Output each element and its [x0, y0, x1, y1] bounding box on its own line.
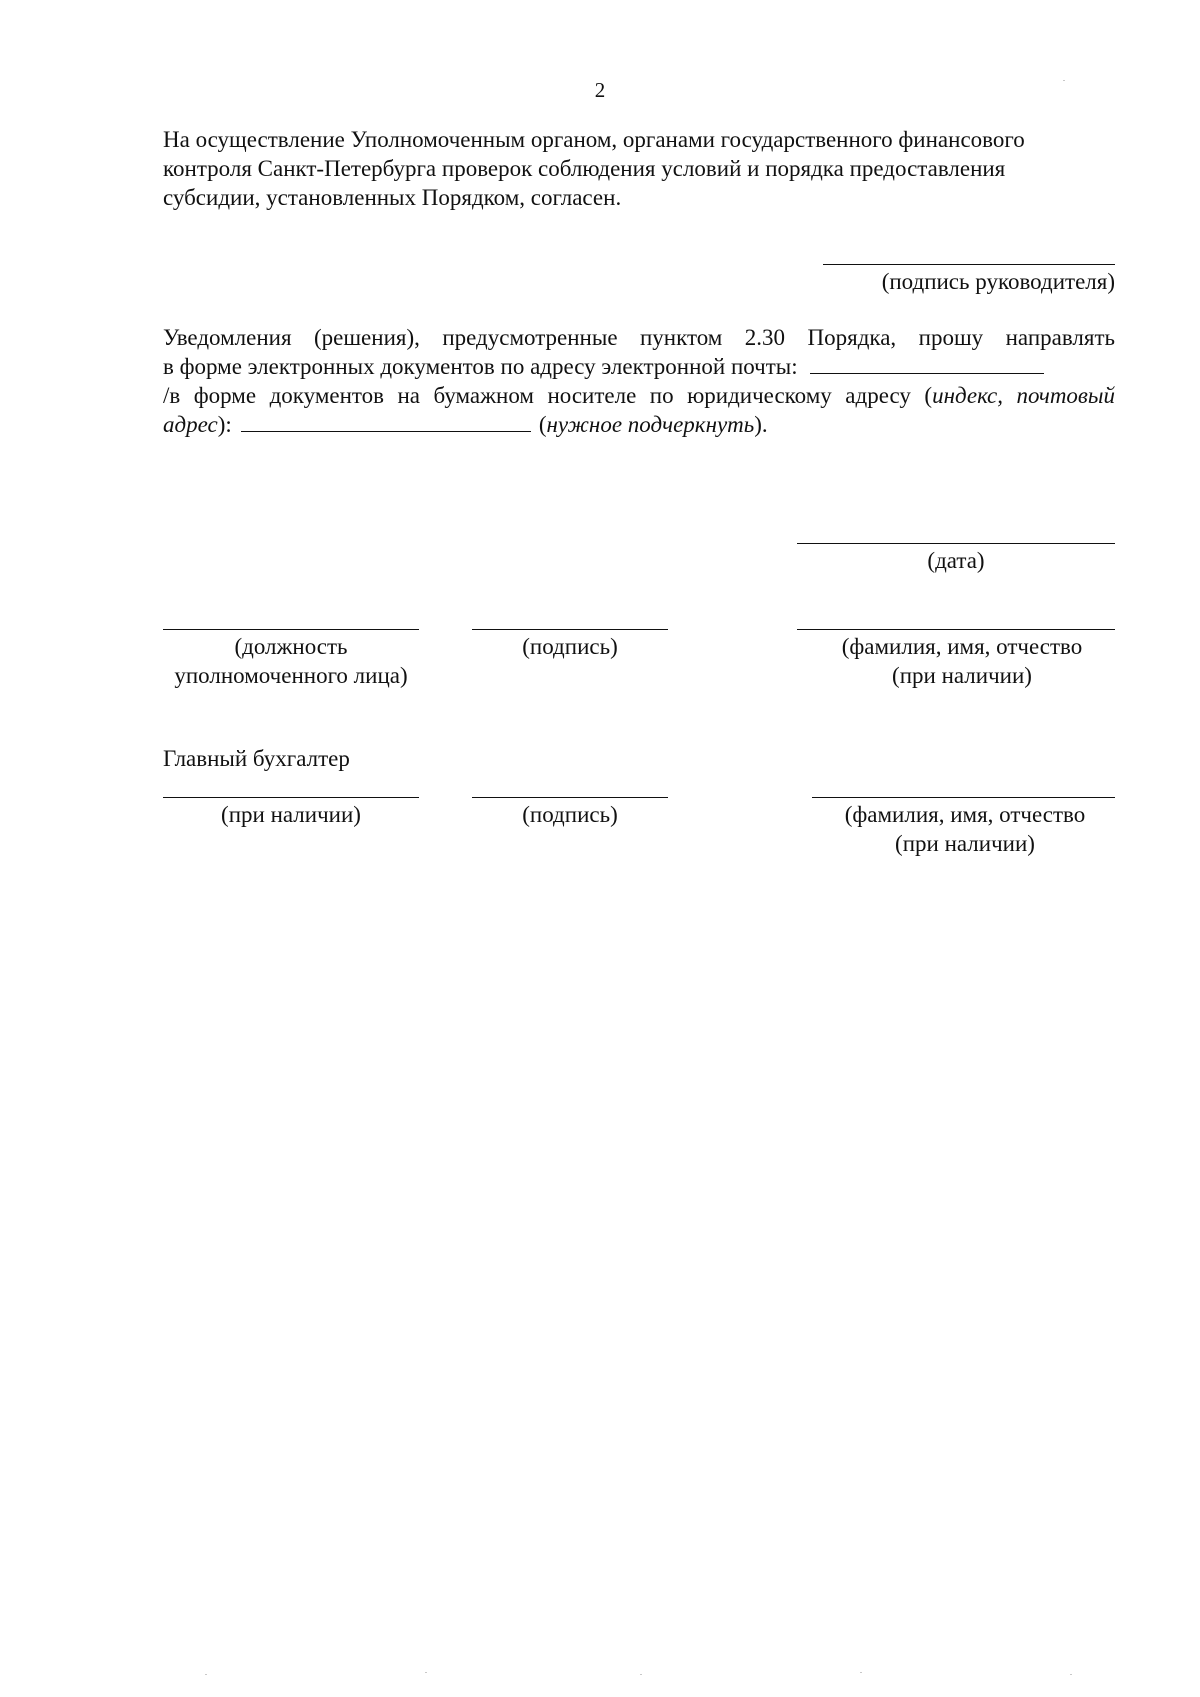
notification-line-1-text: Уведомления (решения), предусмотренные пунктом 2.30 Порядка, прошу направлять [163, 325, 1115, 350]
position-line [163, 629, 419, 630]
head-signature-caption: (подпись руководителя) [881, 269, 1115, 294]
accountant-signature-line [472, 797, 668, 798]
authorized-name-caption [797, 632, 1127, 690]
scan-speck [1063, 80, 1065, 81]
consent-line-2-text: контроля Санкт-Петербурга проверок соблюдения условий и порядка предоставления [163, 156, 1006, 181]
underline-note: нужное подчеркнуть [546, 412, 755, 437]
underline-note-close: ). [754, 412, 768, 437]
scan-speck [640, 1674, 642, 1675]
consent-line-1 [163, 125, 1115, 154]
consent-paragraph [163, 125, 1115, 212]
accountant-signature-caption: (подпись) [522, 802, 618, 827]
notification-line-3-italic: индекс, почтовый [932, 383, 1115, 408]
scan-speck [205, 1674, 207, 1675]
address-blank-field[interactable] [241, 411, 531, 432]
underline-note-open: ( [538, 412, 547, 437]
position-caption [163, 632, 419, 690]
consent-line-1-text: На осуществление Уполномоченным органом, органами государственного финансового [163, 127, 1025, 152]
authorized-name-line [797, 629, 1115, 630]
accountant-presence-caption: (при наличии) [221, 802, 361, 827]
scan-speck [1070, 1674, 1072, 1675]
notification-line-2-text: в форме электронных документов по адресу электронной почты: [163, 354, 798, 379]
notification-line-4 [163, 410, 1115, 439]
authorized-name-caption-line-1: (фамилия, имя, отчество [841, 634, 1083, 659]
notification-line-3 [163, 381, 1115, 410]
head-signature-line [823, 264, 1115, 265]
chief-accountant-title: Главный бухгалтер [163, 746, 350, 771]
accountant-name-caption [800, 800, 1130, 858]
authorized-name-caption-line-2: (при наличии) [892, 663, 1032, 688]
scan-speck [425, 1672, 427, 1673]
notification-paragraph [163, 323, 1115, 439]
position-caption-line-2: уполномоченного лица) [174, 663, 408, 688]
position-caption-line-1: (должность [234, 634, 348, 659]
accountant-name-line [812, 797, 1115, 798]
date-line [797, 543, 1115, 544]
accountant-name-caption-line-1: (фамилия, имя, отчество [844, 802, 1086, 827]
address-colon: ): [217, 412, 232, 437]
page-number: 2 [594, 78, 606, 102]
accountant-presence-line [163, 797, 419, 798]
notification-line-3-text: /в форме документов на бумажном носителе по юридическому адресу ( [163, 383, 933, 408]
accountant-name-caption-line-2: (при наличии) [895, 831, 1035, 856]
email-blank-field[interactable] [810, 353, 1044, 374]
notification-line-2 [163, 352, 1115, 381]
address-word: адрес [163, 412, 218, 437]
notification-line-1 [163, 323, 1115, 352]
authorized-signature-line [472, 629, 668, 630]
date-caption: (дата) [927, 548, 985, 573]
consent-line-2 [163, 154, 1115, 183]
scan-speck [860, 1672, 862, 1673]
consent-line-3: субсидии, установленных Порядком, согласен. [163, 185, 622, 210]
authorized-signature-caption: (подпись) [522, 634, 618, 659]
